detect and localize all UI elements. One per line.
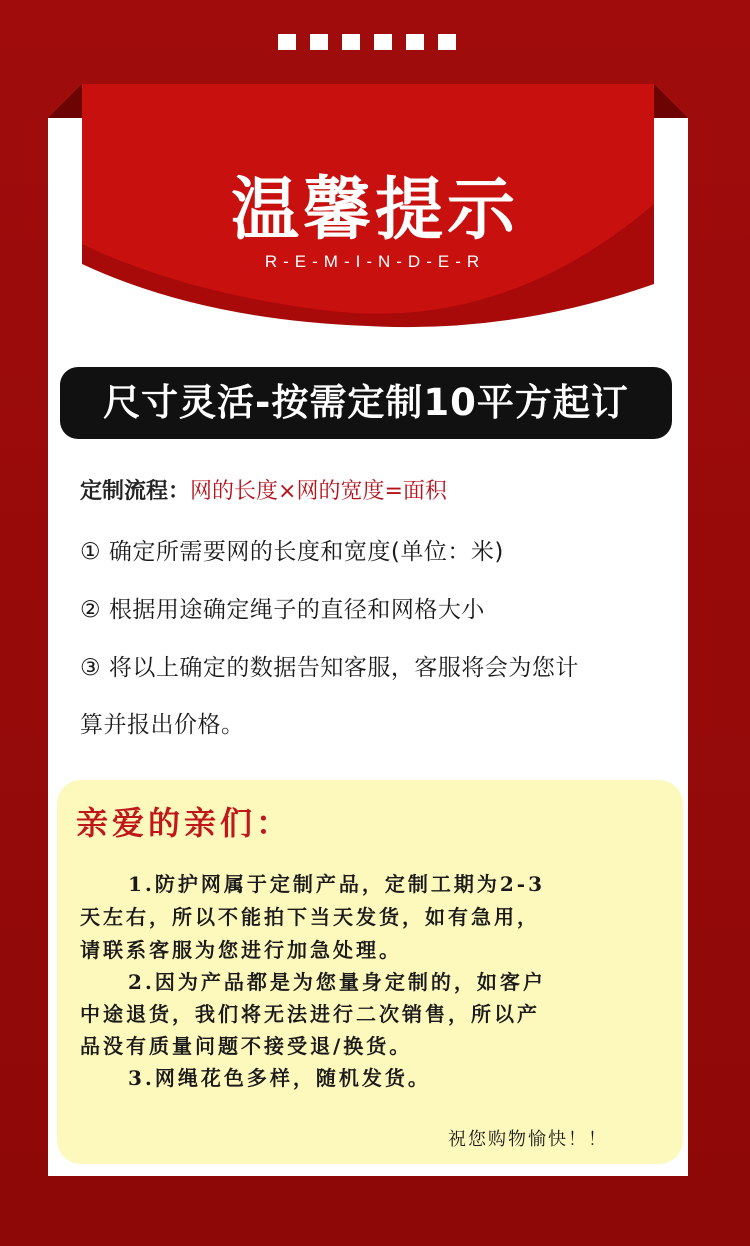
headline-badge: 尺寸灵活-按需定制10平方起订 (60, 367, 672, 439)
notice-line: 中途退货，我们将无法进行二次销售，所以产 (80, 1002, 540, 1026)
page-subtitle: R-E-M-I-N-D-E-R (264, 252, 486, 271)
process-line (80, 474, 447, 505)
square-icon (438, 34, 456, 50)
notice-line: 3.网绳花色多样，随机发货。 (128, 1066, 431, 1090)
notice-line: 请联系客服为您进行加急处理。 (80, 938, 402, 962)
process-label: 定制流程： (80, 479, 191, 504)
square-icon (310, 34, 328, 50)
page-title: 温馨提示 (230, 170, 519, 250)
ribbon-fold-right (654, 84, 688, 118)
decorative-squares (278, 34, 456, 50)
square-icon (278, 34, 296, 50)
square-icon (406, 34, 424, 50)
step-item: ③ 将以上确定的数据告知客服，客服将会为您计 (80, 655, 579, 681)
notice-line: 品没有质量问题不接受退/换货。 (80, 1034, 413, 1058)
step-item: ② 根据用途确定绳子的直径和网格大小 (80, 597, 485, 623)
square-icon (374, 34, 392, 50)
step-item: 算并报出价格。 (80, 712, 245, 738)
closing-wish: 祝您购物愉快！！ (448, 1129, 608, 1150)
ribbon-fold-left (48, 84, 82, 118)
square-icon (342, 34, 360, 50)
notice-title: 亲爱的亲们： (76, 804, 293, 842)
notice-line: 天左右，所以不能拍下当天发货，如有急用， (80, 905, 540, 929)
process-formula: 网的长度×网的宽度=面积 (190, 479, 447, 504)
step-item: ① 确定所需要网的长度和宽度(单位：米) (80, 539, 504, 565)
notice-line: 2.因为产品都是为您量身定制的，如客户 (128, 970, 546, 994)
notice-line: 1.防护网属于定制产品，定制工期为2-3 (128, 872, 546, 896)
